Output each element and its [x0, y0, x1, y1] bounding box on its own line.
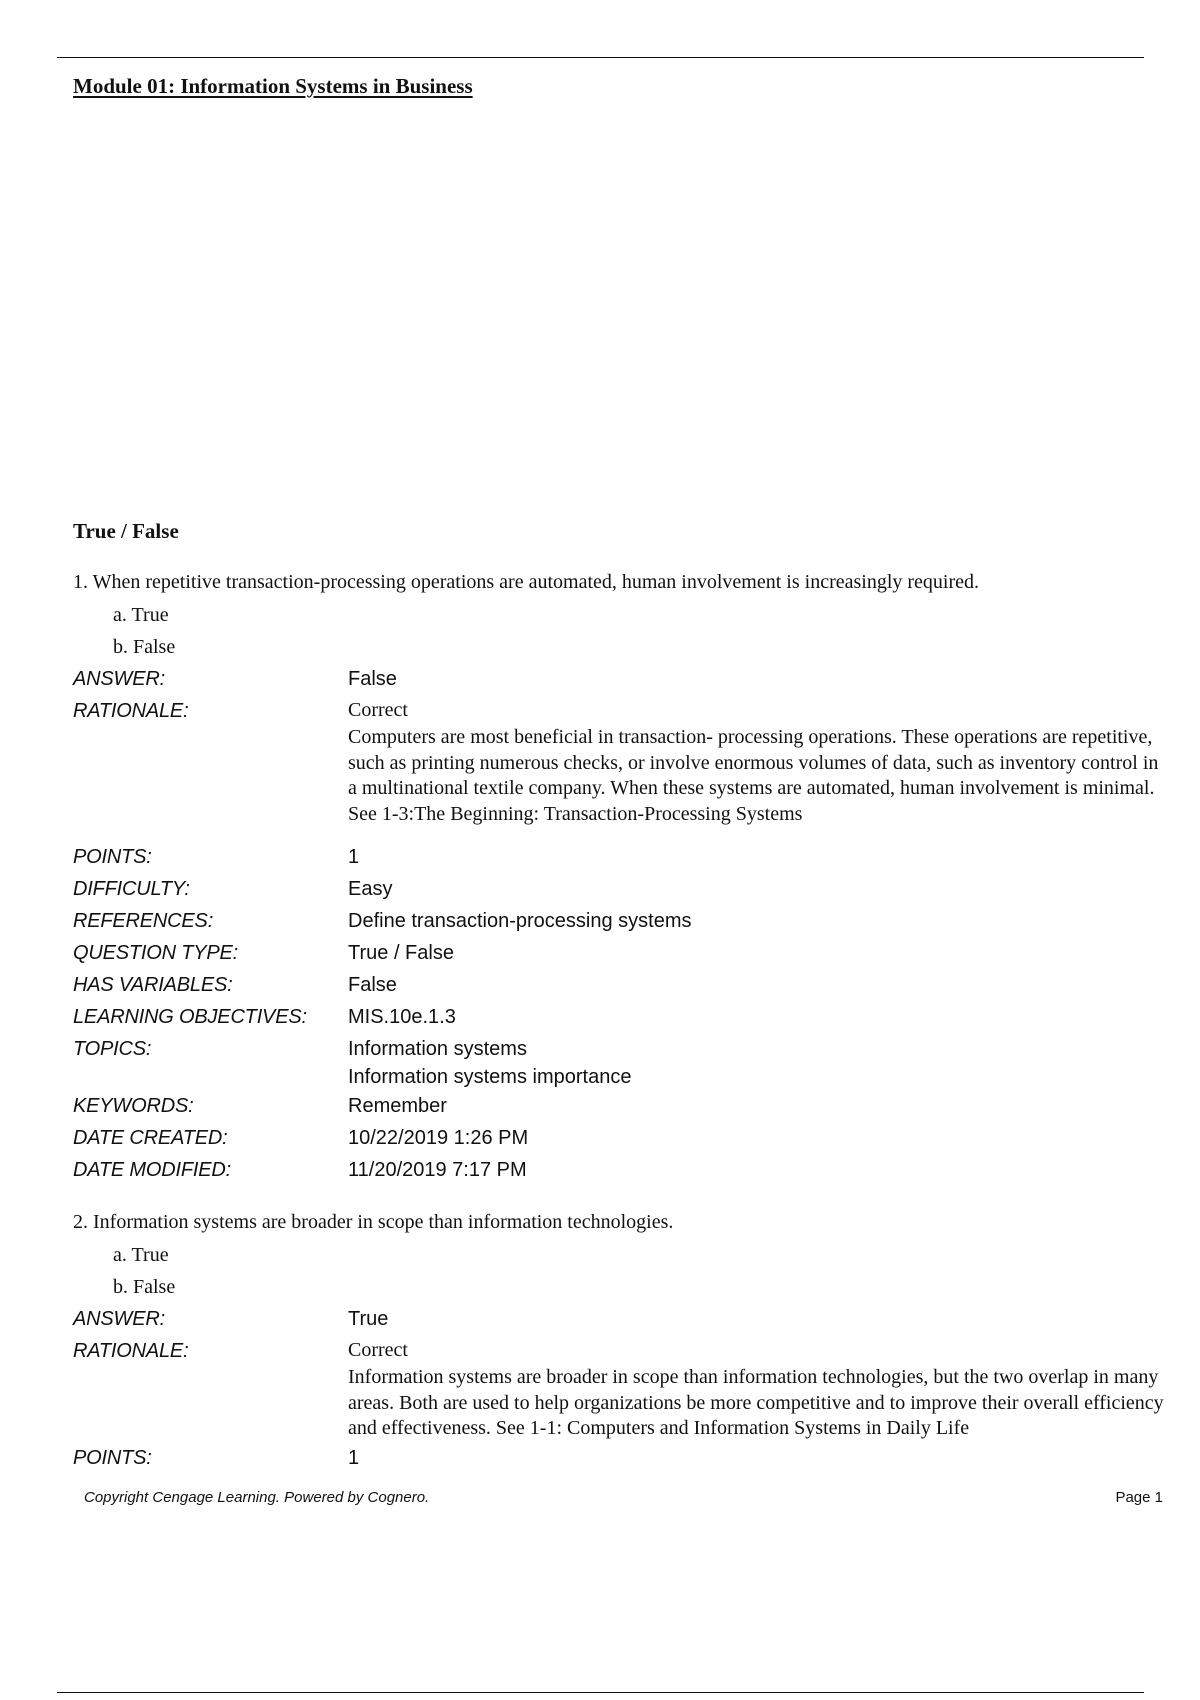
references-value: Define transaction-processing systems — [348, 910, 692, 932]
question-type-value: True / False — [348, 942, 454, 964]
rationale-status: Correct — [348, 699, 408, 721]
learning-objectives-value: MIS.10e.1.3 — [348, 1006, 456, 1028]
points-row — [73, 1442, 1153, 1474]
difficulty-value: Easy — [348, 878, 393, 900]
top-rule — [57, 57, 1144, 58]
answer-row — [73, 1303, 1153, 1335]
answer-value: True — [348, 1308, 389, 1330]
question-1 — [73, 569, 1159, 1186]
rationale-block — [348, 1335, 1168, 1442]
points-label: POINTS: — [73, 1446, 152, 1469]
rationale-row — [73, 1335, 1164, 1442]
module-title: Module 01: Information Systems in Business — [73, 74, 473, 98]
has-variables-row — [73, 969, 1153, 1001]
references-label: REFERENCES: — [73, 910, 214, 932]
rationale-text: Computers are most beneficial in transaction- processing operations. These operations are repetitive, such as printing numerous checks, or involve enormous volumes of data, such as inventory control in a multinational textile company. When these systems are automated, human involvement is minimal. See 1-3:The Beginning: Transaction-Processing Systems — [348, 726, 1159, 825]
rationale-block — [348, 695, 1168, 841]
rationale-row — [73, 695, 1159, 841]
date-created-label: DATE CREATED: — [73, 1127, 228, 1149]
topic-item: Information systems — [348, 1038, 527, 1060]
rationale-label: RATIONALE: — [73, 700, 189, 722]
date-modified-row — [73, 1154, 1153, 1186]
page-number: Page 1 — [1115, 1489, 1163, 1506]
keywords-value: Remember — [348, 1095, 447, 1117]
learning-objectives-label: LEARNING OBJECTIVES: — [73, 1006, 307, 1028]
points-value: 1 — [348, 1446, 360, 1469]
answer-label: ANSWER: — [73, 668, 165, 690]
rationale-status: Correct — [348, 1339, 408, 1361]
references-row — [73, 905, 1153, 937]
question-stem: 1. When repetitive transaction-processing operations are automated, human involvement is increasingly required. — [73, 571, 980, 593]
footer-copyright: Copyright Cengage Learning. Powered by Cognero. — [84, 1489, 430, 1506]
answer-value: False — [348, 668, 397, 690]
points-row — [73, 841, 1153, 873]
topics-value — [348, 1033, 1153, 1090]
choice-a: a. True — [113, 1244, 169, 1266]
points-value: 1 — [348, 846, 360, 868]
rationale-text: Information systems are broader in scope than information technologies, but the two overlap in many areas. Both are used to help organizations be more competitive and to improve their overall efficiency and effectiveness. See 1-1: Computers and Information Systems in Daily Life — [348, 1366, 1164, 1439]
points-label: POINTS: — [73, 846, 152, 868]
topics-label: TOPICS: — [73, 1038, 152, 1060]
has-variables-value: False — [348, 974, 397, 996]
section-title: True / False — [73, 519, 179, 543]
has-variables-label: HAS VARIABLES: — [73, 974, 233, 996]
difficulty-label: DIFFICULTY: — [73, 878, 190, 900]
learning-objectives-row — [73, 1001, 1153, 1033]
question-2 — [73, 1209, 1164, 1474]
keywords-label: KEYWORDS: — [73, 1095, 194, 1117]
difficulty-row — [73, 873, 1153, 905]
question-type-label: QUESTION TYPE: — [73, 942, 239, 964]
date-modified-value: 11/20/2019 7:17 PM — [348, 1159, 527, 1181]
date-created-value: 10/22/2019 1:26 PM — [348, 1127, 529, 1149]
rationale-label: RATIONALE: — [73, 1340, 189, 1362]
topic-item: Information systems importance — [348, 1066, 632, 1088]
choice-b: b. False — [113, 636, 176, 658]
topics-row — [73, 1033, 1153, 1090]
date-modified-label: DATE MODIFIED: — [73, 1159, 231, 1181]
question-type-row — [73, 937, 1153, 969]
answer-row — [73, 663, 1153, 695]
choice-a: a. True — [113, 604, 169, 626]
answer-label: ANSWER: — [73, 1308, 165, 1330]
question-stem: 2. Information systems are broader in scope than information technologies. — [73, 1211, 674, 1233]
bottom-rule — [57, 1692, 1144, 1693]
keywords-row — [73, 1090, 1153, 1122]
choice-b: b. False — [113, 1276, 176, 1298]
date-created-row — [73, 1122, 1153, 1154]
